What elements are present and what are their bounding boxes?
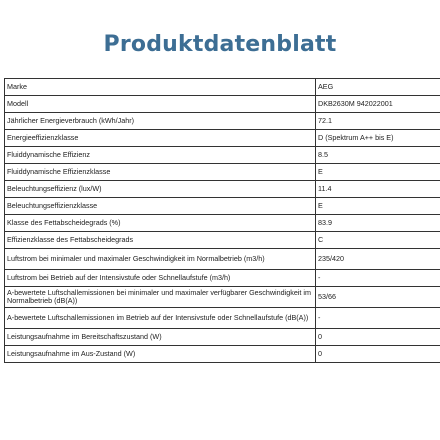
row-value: 53/66 <box>316 287 440 308</box>
row-label: Beleuchtungseffizienz (lux/W) <box>5 181 316 198</box>
row-value: 11.4 <box>316 181 440 198</box>
row-value: 72.1 <box>316 113 440 130</box>
table-row <box>5 329 440 346</box>
table-row <box>5 181 440 198</box>
table-row <box>5 270 440 287</box>
table-row <box>5 147 440 164</box>
row-value: C <box>316 232 440 249</box>
table-row <box>5 164 440 181</box>
row-label: Modell <box>5 96 316 113</box>
table-row <box>5 249 440 270</box>
table-row <box>5 79 440 96</box>
table-row <box>5 113 440 130</box>
row-label: Fluiddynamische Effizienzklasse <box>5 164 316 181</box>
row-value: - <box>316 308 440 329</box>
row-value: - <box>316 270 440 287</box>
spec-table-body <box>5 79 440 363</box>
table-row <box>5 308 440 329</box>
row-label: Klasse des Fettabscheidegrads (%) <box>5 215 316 232</box>
row-value: DKB2630M 942022001 <box>316 96 440 113</box>
page-title: Produktdatenblatt <box>103 32 337 57</box>
row-label: Leistungsaufnahme im Aus-Zustand (W) <box>5 346 316 363</box>
table-row <box>5 232 440 249</box>
spec-table <box>4 78 440 363</box>
row-value: E <box>316 198 440 215</box>
row-label: Fluiddynamische Effizienz <box>5 147 316 164</box>
table-row <box>5 96 440 113</box>
table-row <box>5 287 440 308</box>
row-label: A-bewertete Luftschallemissionen im Betrieb auf der Intensivstufe oder Schnellaufstufe (dB(A)) <box>5 308 316 329</box>
row-value: D (Spektrum A++ bis E) <box>316 130 440 147</box>
row-label: A-bewertete Luftschallemissionen bei minimaler und maximaler verfügbarer Geschwindigkeit im Normalbetrieb (dB(A)) <box>5 287 316 308</box>
row-label: Energieeffizienzklasse <box>5 130 316 147</box>
row-label: Marke <box>5 79 316 96</box>
row-label: Luftstrom bei Betrieb auf der Intensivstufe oder Schnellaufstufe (m3/h) <box>5 270 316 287</box>
row-label: Effizienzklasse des Fettabscheidegrads <box>5 232 316 249</box>
table-row <box>5 130 440 147</box>
table-row <box>5 215 440 232</box>
row-label: Jährlicher Energieverbrauch (kWh/Jahr) <box>5 113 316 130</box>
row-label: Leistungsaufnahme im Bereitschaftszustand (W) <box>5 329 316 346</box>
row-value: 83.9 <box>316 215 440 232</box>
row-label: Luftstrom bei minimaler und maximaler Geschwindigkeit im Normalbetrieb (m3/h) <box>5 249 316 270</box>
row-value: AEG <box>316 79 440 96</box>
table-row <box>5 198 440 215</box>
row-value: 235/420 <box>316 249 440 270</box>
row-value: 0 <box>316 329 440 346</box>
row-label: Beleuchtungseffizienzklasse <box>5 198 316 215</box>
row-value: 8.5 <box>316 147 440 164</box>
row-value: 0 <box>316 346 440 363</box>
table-row <box>5 346 440 363</box>
row-value: E <box>316 164 440 181</box>
